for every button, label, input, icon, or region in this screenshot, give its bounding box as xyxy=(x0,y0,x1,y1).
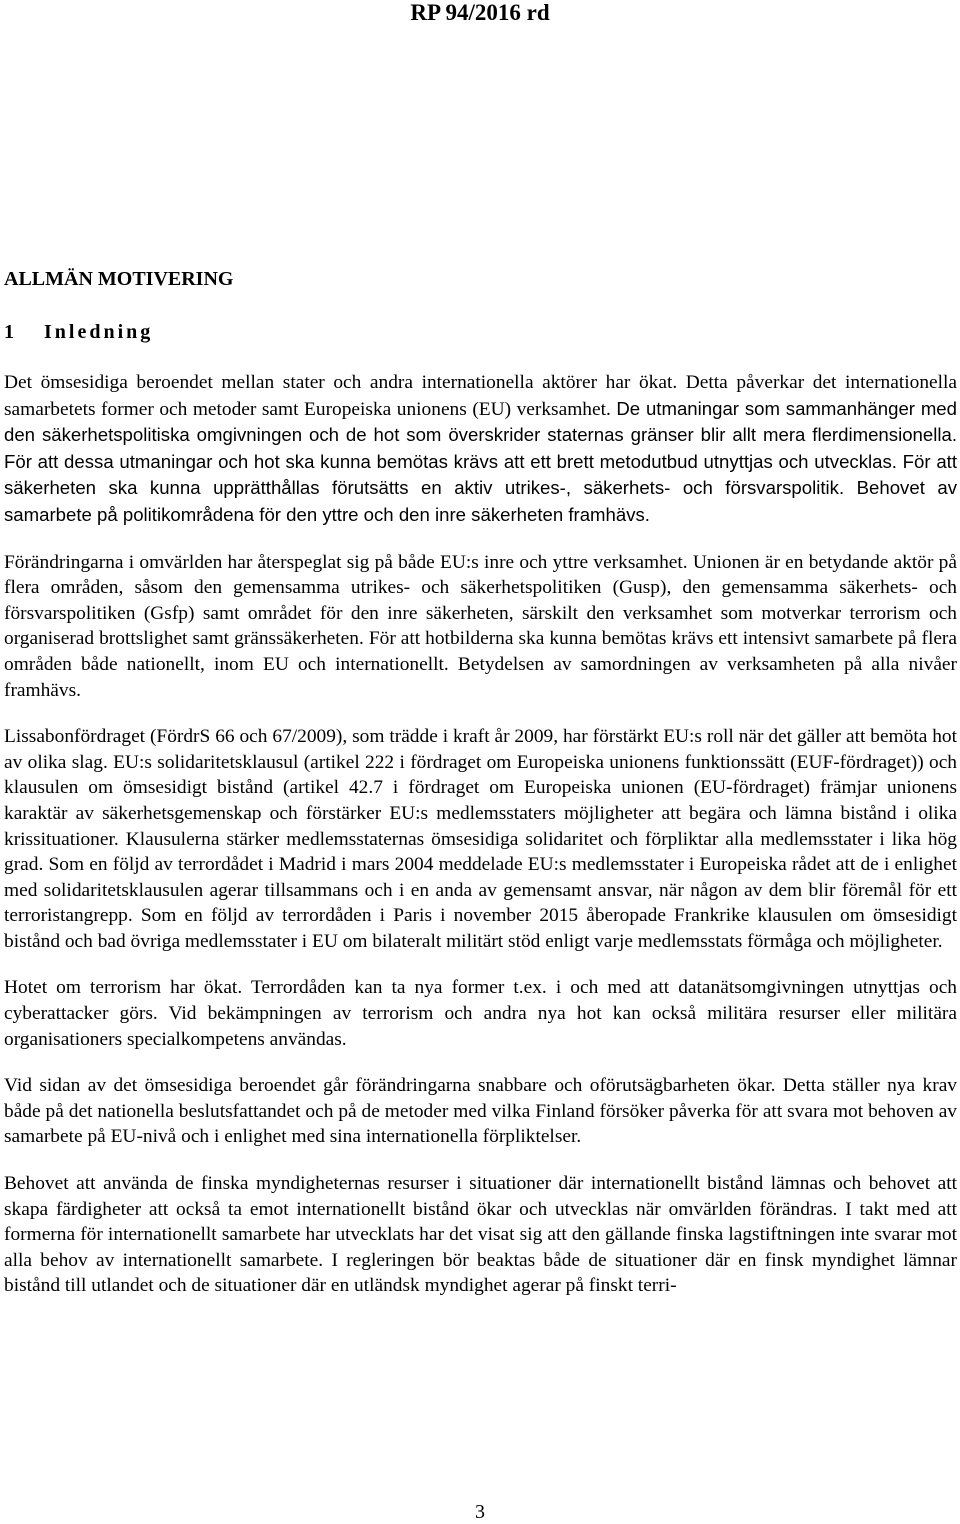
subsection-title: Inledning xyxy=(44,321,154,343)
paragraph-3-text: Lissabonfördraget (FördrS 66 och 67/2009), som trädde i kraft år 2009, har förstärkt EU:s roll när det gäller att bemöta hot av olika slag. EU:s solidaritetsklausul (artikel 222 i fördraget om Europeiska unionens funktionssätt (EUF-fördraget)) och klausulen om ömsesidigt bistånd (artikel 42.7 i fördraget om Europeiska unionen (EU-fördraget) främjar unionens karaktär av säkerhetsgemenskap och förstärker EU:s medlemsstaters möjligheter att begära och lämna bistånd i olika krissituationer. Klausulerna stärker medlemsstaternas ömsesidiga solidaritet och förpliktar alla medlemsstater i lika hög grad. Som en följd av terrordådet i Madrid i mars 2004 meddelade EU:s medlemsstater i Europeiska rådet att de i enlighet med solidaritetsklausulen agerar tillsammans och i en anda av gemensamt ansvar, när någon av dem blir föremål för ett terroristangrepp. Som en följd av terrordåden i Paris i november 2015 åberopade Frankrike klausulen om ömsesidigt bistånd och bad övriga medlemsstater i EU om bilateralt militärt stöd enligt varje medlemsstats förmåga och möjligheter. xyxy=(4,726,957,952)
paragraph-5-text: Vid sidan av det ömsesidiga beroendet går förändringarna snabbare och oförutsägbarheten ökar. Detta ställer nya krav både på det nationella beslutsfattandet och på de metoder med vilka Finland försöker påverka för att svara mot behoven av samarbete på EU-nivå och i enlighet med sina internationella förpliktelser. xyxy=(4,1075,957,1148)
paragraph-5 xyxy=(4,1073,957,1150)
paragraph-6-text: Behovet att använda de finska myndigheternas resurser i situationer där internationellt bistånd lämnas och behovet att skapa färdigheter att också ta emot internationellt bistånd ökar och utvecklas när omvärlden förändras. I takt med att formerna för internationellt samarbete har utvecklats har det visat sig att den gällande finska lagstiftningen inte svarar mot alla behov av internationellt samarbete. I regleringen bör beaktas både de situationer där en finsk myndighet lämnar bistånd till utlandet och de situationer där en utländsk myndighet agerar på finskt terri- xyxy=(4,1173,957,1297)
body-text xyxy=(4,370,957,1320)
subsection-number: 1 xyxy=(4,321,14,343)
paragraph-2-text: Förändringarna i omvärlden har återspeglat sig på både EU:s inre och yttre verksamhet. Unionen är en betydande aktör på flera områden, såsom den gemensamma utrikes- och säkerhetspolitiken (Gusp), den gemensamma säkerhets- och försvarspolitiken (Gsfp) samt området för den inre säkerheten, särskilt den verksamhet som motverkar terrorism och organiserad brottslighet samt gränssäkerheten. För att hotbilderna ska kunna bemötas krävs ett intensivt samarbete på flera områden både nationellt, inom EU och internationellt. Betydelsen av samordningen av verksamheten på alla nivåer framhävs. xyxy=(4,551,957,701)
page-number: 3 xyxy=(475,1501,485,1523)
paragraph-4 xyxy=(4,975,957,1052)
document-reference: RP 94/2016 rd xyxy=(410,0,550,25)
paragraph-1-part-2: De utmaningar som sammanhänger med den säkerhetspolitiska omgivningen och de hot som överskrider staternas gränser blir allt mera flerdimensionella. För att dessa utmaningar och hot ska kunna bemötas krävs att ett brett metodutbud utnyttjas och utvecklas. För att säkerheten ska kunna upprätthållas förutsätts en aktiv utrikes-, säkerhets- och försvarspolitik. Behovet av samarbete på politikområdena för den yttre och den inre säkerheten framhävs. xyxy=(4,397,957,525)
paragraph-3 xyxy=(4,724,957,954)
paragraph-2 xyxy=(4,550,957,704)
paragraph-4-text: Hotet om terrorism har ökat. Terrordåden kan ta nya former t.ex. i och med att datanätsomgivningen utnyttjas och cyberattacker görs. Vid bekämpningen av terrorism och andra nya hot kan också militära resurser eller militära organisationers specialkompetens användas. xyxy=(4,977,957,1050)
paragraph-1 xyxy=(4,370,957,529)
section-heading: ALLMÄN MOTIVERING xyxy=(4,268,234,290)
paragraph-6 xyxy=(4,1171,957,1299)
paragraph-1-part-1: Det ömsesidiga beroendet mellan stater och andra internationella aktörer har ökat. Detta påverkar det internationella samarbetets former och metoder samt Europeiska unionens (EU) verksamhet. xyxy=(4,372,957,420)
document-header xyxy=(0,0,960,26)
subsection-heading xyxy=(4,320,153,344)
